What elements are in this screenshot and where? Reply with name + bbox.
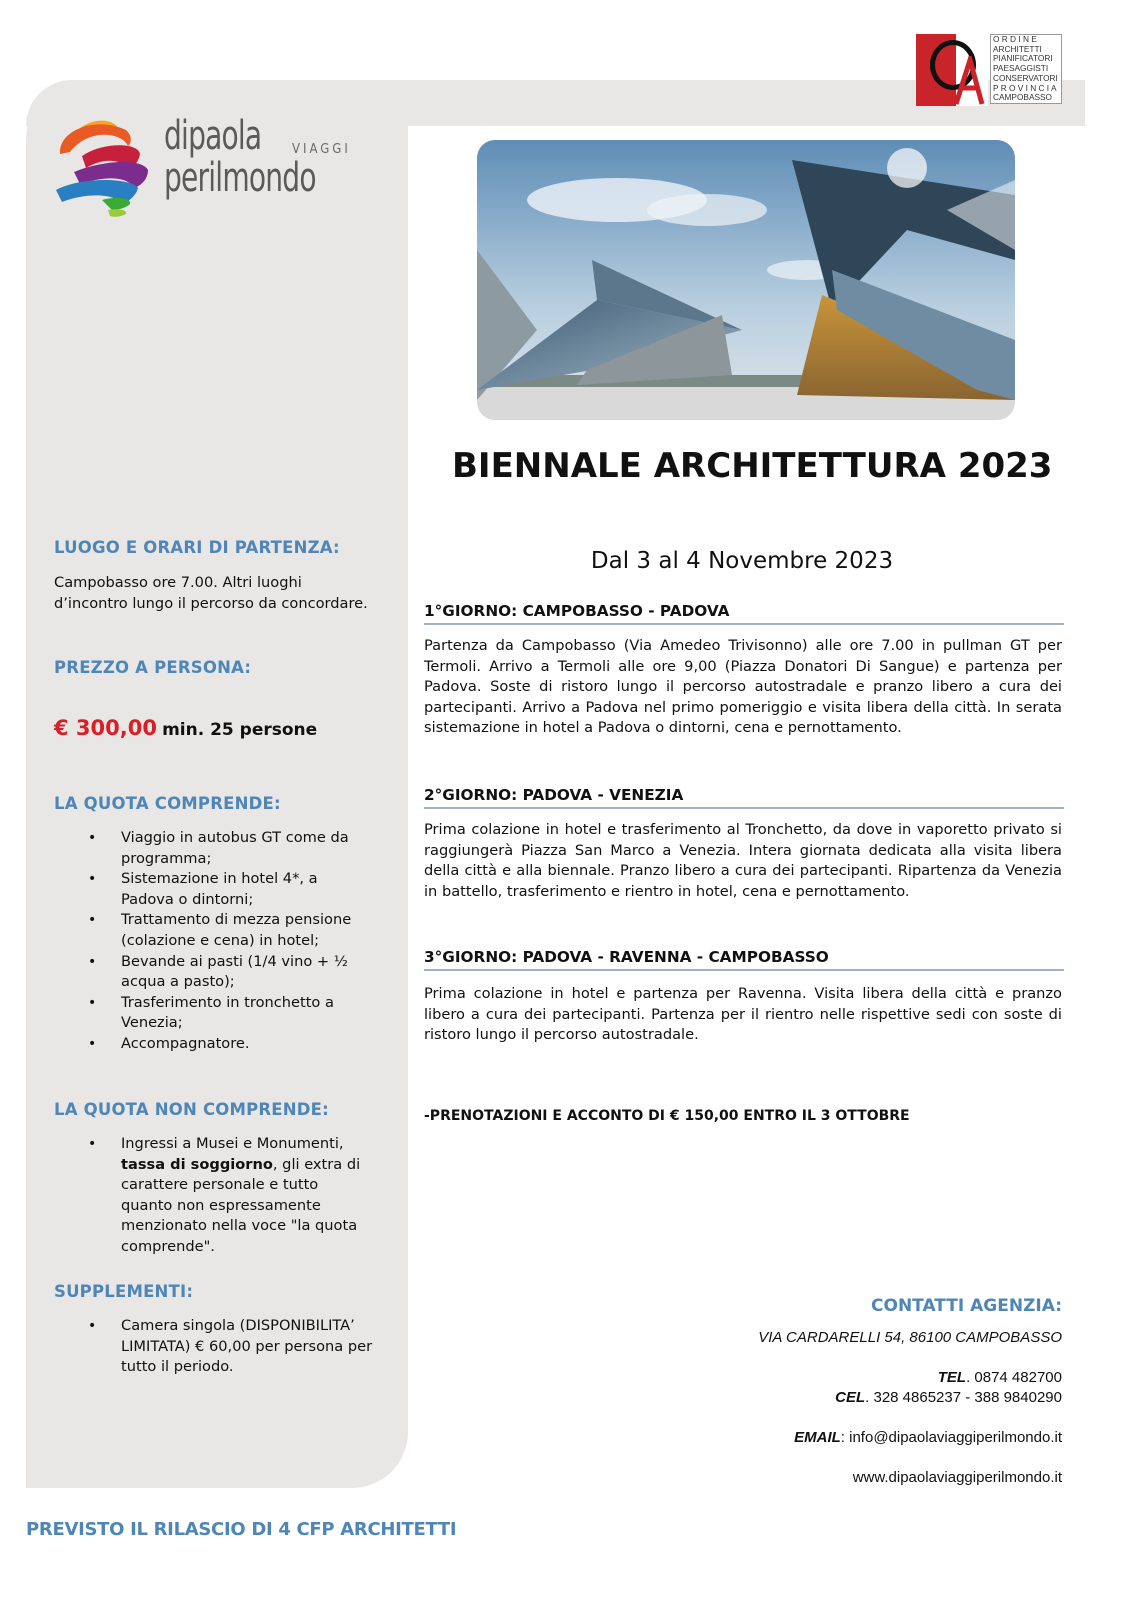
- tel-label: TEL: [937, 1369, 967, 1386]
- architect-a-icon: [952, 56, 988, 106]
- contact-email: [758, 1428, 1062, 1448]
- globe-swirl-icon: [52, 112, 152, 218]
- day-3-heading: 3°GIORNO: PADOVA - RAVENNA - CAMPOBASSO: [424, 948, 1064, 971]
- sidebar-panel: [26, 80, 408, 1488]
- brand-line2: perilmondo: [164, 155, 316, 201]
- excludes-text: , gli extra di carattere personale e tutto quanto non espressamente menzionato nella voce "la quota comprende".: [121, 1155, 361, 1255]
- departure-heading: LUOGO E ORARI DI PARTENZA:: [54, 538, 340, 557]
- supplements-heading: SUPPLEMENTI:: [54, 1282, 194, 1301]
- order-line: CAMPOBASSO: [993, 92, 1053, 103]
- excludes-list: [54, 1134, 374, 1258]
- cel-value[interactable]: . 328 4865237 - 388 9840290: [865, 1389, 1062, 1406]
- contacts-heading: CONTATTI AGENZIA:: [871, 1296, 1062, 1316]
- list-item: • Accompagnatore.: [54, 1034, 374, 1055]
- list-item: • Trasferimento in tronchetto a Venezia;: [54, 993, 374, 1034]
- list-item: • Camera singola (DISPONIBILITA’ LIMITATA) € 60,00 per persona per tutto il periodo.: [54, 1316, 374, 1378]
- departure-text: Campobasso ore 7.00. Altri luoghi d’incontro lungo il percorso da concordare.: [54, 574, 368, 612]
- supplements-list: [54, 1316, 374, 1378]
- email-link[interactable]: : info@dipaolaviaggiperilmondo.it: [840, 1429, 1062, 1446]
- order-line: CONSERVATORI: [993, 72, 1058, 83]
- website-link[interactable]: www.dipaolaviaggiperilmondo.it: [852, 1469, 1062, 1486]
- excludes-bold: tassa di soggiorno: [121, 1155, 273, 1173]
- includes-heading: LA QUOTA COMPRENDE:: [54, 794, 281, 813]
- order-line: ARCHITETTI: [993, 43, 1042, 54]
- event-title: BIENNALE ARCHITETTURA 2023: [452, 446, 1053, 486]
- order-line: O R D I N E: [993, 34, 1037, 44]
- tel-value[interactable]: . 0874 482700: [966, 1369, 1062, 1386]
- order-line: PIANIFICATORI: [993, 53, 1053, 64]
- list-item: • Trattamento di mezza pensione (colazione e cena) in hotel;: [54, 910, 374, 951]
- brand-suffix: VIAGGI: [292, 142, 351, 157]
- includes-list: [54, 828, 374, 1055]
- price-line: [54, 716, 317, 740]
- order-line: P R O V I N C I A: [993, 82, 1057, 93]
- day-2-text: Prima colazione in hotel e trasferimento al Tronchetto, da dove in vaporetto privato si raggiungerà Piazza San Marco a Venezia. Intera giornata dedicata alla visita libera della città e alla biennale. Pranzo libero a cura dei partecipanti. Ripartenza da Venezia in battello, trasferimento e rientro in hotel, cena e pernottamento.: [424, 821, 1062, 900]
- day-1-text: Partenza da Campobasso (Via Amedeo Trivisonno) alle ore 7.00 in pullman GT per Termoli. Arrivo a Termoli alle ore 9,00 (Piazza Donatori Di Sangue) e partenza per Padova. Soste di ristoro lungo il percorso autostradale e pranzo libero a cura dei partecipanti. Arrivo a Padova nel primo pomeriggio e visita libera della città. In serata sistemazione in hotel a Padova o dintorni, cena e pernottamento.: [424, 637, 1062, 737]
- agency-contacts: [758, 1296, 1062, 1488]
- price-minimum: min. 25 persone: [162, 720, 318, 740]
- list-item: • Sistemazione in hotel 4*, a Padova o dintorni;: [54, 869, 374, 910]
- booking-note: -PRENOTAZIONI E ACCONTO DI € 150,00 ENTRO IL 3 OTTOBRE: [424, 1108, 910, 1124]
- contact-address: VIA CARDARELLI 54, 86100 CAMPOBASSO: [758, 1329, 1062, 1346]
- order-line: PAESAGGISTI: [993, 63, 1049, 74]
- list-item: • Bevande ai pasti (1/4 vino + ½ acqua a pasto);: [54, 952, 374, 993]
- order-architects-logo: [916, 34, 1064, 106]
- contact-cel: [758, 1388, 1062, 1408]
- price-amount: € 300,00: [54, 716, 157, 740]
- list-item: • Viaggio in autobus GT come da programma;: [54, 828, 374, 869]
- order-logo-text: [990, 34, 1062, 104]
- price-heading: PREZZO A PERSONA:: [54, 658, 252, 677]
- architecture-image: [477, 140, 1015, 420]
- contact-tel: [758, 1368, 1062, 1388]
- list-item: [54, 1134, 374, 1258]
- day-2-heading: 2°GIORNO: PADOVA - VENEZIA: [424, 786, 1064, 809]
- day-3-text: Prima colazione in hotel e partenza per Ravenna. Visita libera della città e pranzo libero a cura dei partecipanti. Partenza per il rientro nelle rispettive sedi con soste di ristoro lungo il percorso autostradale.: [424, 985, 1062, 1044]
- day-1-heading: 1°GIORNO: CAMPOBASSO - PADOVA: [424, 602, 1064, 625]
- agency-logo: [52, 112, 372, 222]
- excludes-heading: LA QUOTA NON COMPRENDE:: [54, 1100, 329, 1119]
- cfp-footer-note: PREVISTO IL RILASCIO DI 4 CFP ARCHITETTI: [26, 1519, 457, 1540]
- excludes-text: Ingressi a Musei e Monumenti,: [121, 1135, 344, 1152]
- event-dates: Dal 3 al 4 Novembre 2023: [590, 548, 894, 574]
- brand-line1: dipaola: [164, 113, 262, 159]
- hero-architecture-photo: [477, 140, 1015, 420]
- cel-label: CEL: [835, 1389, 866, 1406]
- email-label: EMAIL: [794, 1429, 841, 1446]
